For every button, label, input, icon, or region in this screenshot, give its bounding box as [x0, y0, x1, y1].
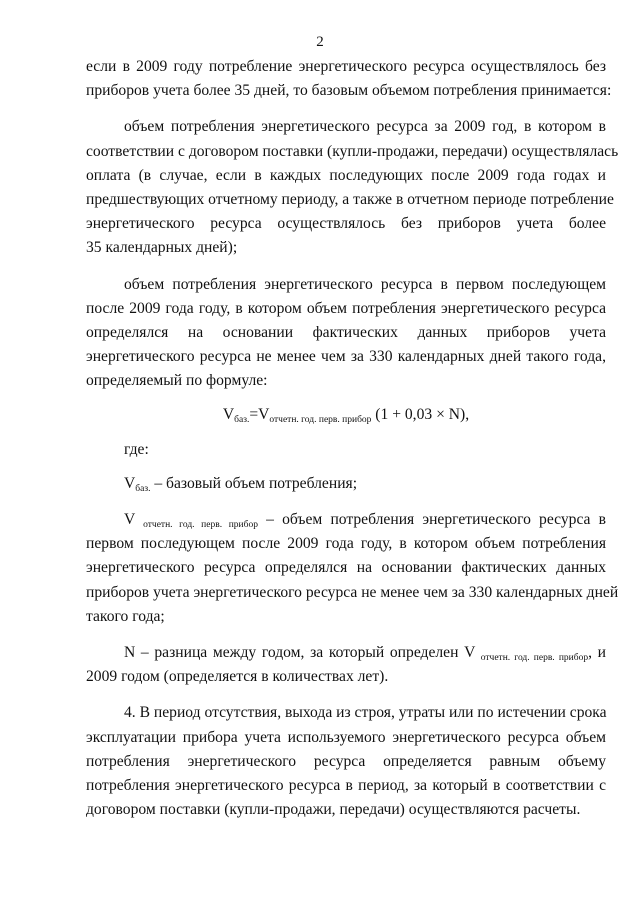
paragraph-line: потребления энергетического ресурса определяется равным объему — [86, 752, 606, 770]
paragraph-line: 2009 годом (определяется в количествах лет). — [86, 668, 389, 686]
paragraph-line: такого года; — [86, 607, 165, 625]
paragraph-line: эксплуатации прибора учета используемого энергетического ресурса объем — [86, 728, 606, 746]
paragraph-line: если в 2009 году потребление энергетического ресурса осуществлялось без — [86, 58, 606, 75]
paragraph-line: соответствии с договором поставки (купли-продажи, передачи) осуществлялась — [86, 142, 619, 160]
definition-fact-first-line: V отчетн. год. перв. прибор – объем потребления энергетического ресурса в — [124, 511, 607, 530]
where-label: где: — [124, 440, 149, 458]
paragraph-line: потребления энергетического ресурса в период, за который в соответствии с — [86, 776, 606, 794]
paragraph-line: договором поставки (купли-продажи, передачи) осуществляются расчеты. — [86, 801, 581, 819]
paragraph-line: энергетического ресурса осуществлялось без приборов учета более — [86, 215, 606, 233]
document-body — [86, 55, 619, 822]
paragraph-line: первом последующем после 2009 года году, в котором объем потребления — [86, 535, 606, 553]
paragraph-line: оплата (в случае, если в каждых последующих после 2009 года годах и — [86, 166, 606, 184]
paragraph-line: объем потребления энергетического ресурса за 2009 год, в котором в — [124, 118, 606, 136]
paragraph-line: 4. В период отсутствия, выхода из строя, утраты или по истечении срока — [124, 704, 607, 722]
paragraph-line: определялся на основании фактических данных приборов учета — [86, 323, 606, 341]
paragraph-line: определяемый по формуле: — [86, 372, 268, 390]
paragraph-line: энергетического ресурса определялся на основании фактических данных — [86, 559, 606, 577]
paragraph-line: приборов учета более 35 дней, то базовым объемом потребления принимается: — [86, 82, 612, 100]
paragraph-line: приборов учета энергетического ресурса не менее чем за 330 календарных дней — [86, 583, 619, 601]
paragraph-line: предшествующих отчетному периоду, а также в отчетном периоде потребление — [86, 190, 614, 208]
formula: Vбаз.=Vотчетн. год. перв. прибор (1 + 0,03 × N), — [222, 406, 470, 426]
page-number: 2 — [316, 34, 324, 50]
definition-base: Vбаз. – базовый объем потребления; — [124, 474, 358, 494]
definition-n-first-line: N – разница между годом, за который определен V отчетн. год. перв. прибор, и — [124, 643, 607, 663]
paragraph-line: 35 календарных дней); — [86, 239, 238, 257]
paragraph-line: энергетического ресурса не менее чем за 330 календарных дней такого года, — [86, 348, 606, 366]
paragraph-line: объем потребления энергетического ресурса в первом последующем — [124, 275, 606, 293]
paragraph-line: после 2009 года году, в котором объем потребления энергетического ресурса — [86, 299, 606, 317]
